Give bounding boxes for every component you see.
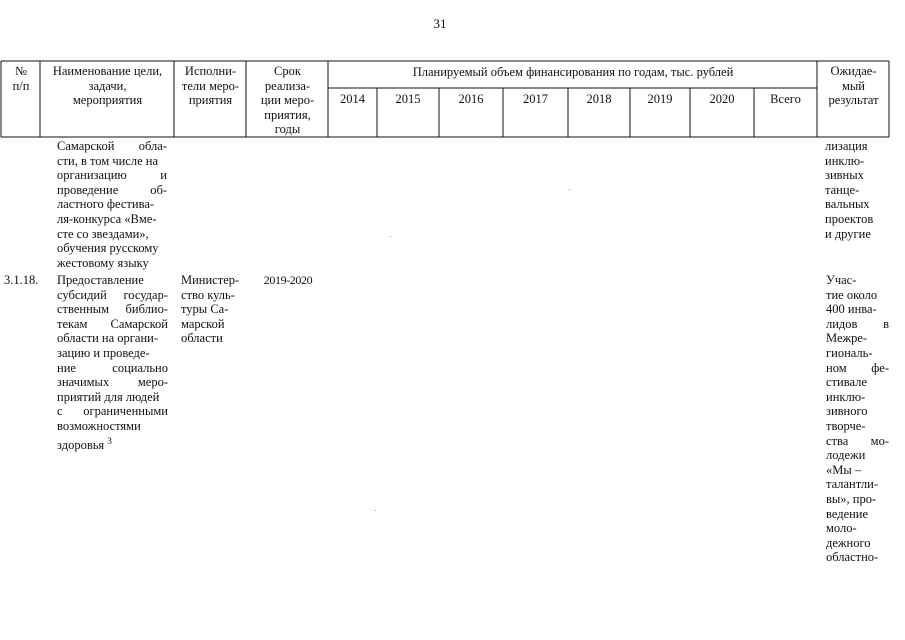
row2-name-line: зацию и проведе- bbox=[57, 345, 150, 360]
year-total: Всего bbox=[770, 92, 801, 106]
row2-result-line: зивного bbox=[826, 404, 868, 419]
row1-result-line: зивных bbox=[825, 168, 864, 183]
year-2018: 2018 bbox=[586, 92, 612, 106]
row2-name-line: с ограниченными bbox=[57, 404, 168, 419]
row2-executor-line: ство куль- bbox=[181, 287, 235, 302]
header-funding: Планируемый объем финансирования по годам, тыс. рублей bbox=[412, 65, 734, 79]
row2-name-line: текам Самарской bbox=[57, 316, 168, 331]
row1-name bbox=[57, 139, 167, 270]
header-result-line: мый bbox=[842, 78, 865, 93]
row1-name-line: жестовому языку bbox=[57, 255, 149, 270]
row1-result-line: инклю- bbox=[825, 153, 865, 168]
row2-result-line: ства мо- bbox=[826, 433, 889, 448]
row2-result-line: 400 инва- bbox=[826, 302, 877, 317]
row1-result-line: лизация bbox=[825, 139, 868, 153]
row2-executor-line: марской bbox=[181, 316, 225, 331]
header-number-line: № bbox=[15, 64, 27, 78]
row1-name-line: сти, в том числе на bbox=[57, 153, 158, 168]
row2-name-line bbox=[57, 434, 168, 453]
row2-name-line: субсидий государ- bbox=[57, 287, 168, 302]
row2-name-line: ственным библио- bbox=[57, 302, 168, 317]
row2-result-line: инклю- bbox=[826, 389, 866, 404]
header-term bbox=[247, 64, 328, 137]
row1-result-line: вальных bbox=[825, 197, 870, 212]
row2-result-line: творче- bbox=[826, 418, 866, 433]
row2-name-line: значимых меро- bbox=[57, 375, 168, 390]
row1-result-line: проектов bbox=[825, 211, 874, 226]
row2-result-line: Учас- bbox=[826, 273, 857, 287]
header-executors-line: приятия bbox=[188, 93, 233, 108]
row2-name-line: области на органи- bbox=[57, 331, 158, 346]
row2-executor bbox=[181, 273, 247, 346]
row1-name-line: сте со звездами», bbox=[57, 226, 149, 241]
year-2020: 2020 bbox=[709, 92, 735, 106]
row2-result-line: моло- bbox=[826, 521, 857, 536]
row1-name-line: Самарской обла- bbox=[57, 139, 167, 153]
row1-name-line: обучения русскому bbox=[57, 241, 159, 256]
header-executors-line: тели меро- bbox=[181, 78, 240, 93]
year-2014: 2014 bbox=[340, 92, 365, 106]
year-2019: 2019 bbox=[647, 92, 673, 106]
scan-speck bbox=[375, 510, 376, 511]
header-term-line: Срок bbox=[274, 64, 301, 78]
header-term-line: приятия, bbox=[264, 107, 311, 122]
row2-result-line: ведение bbox=[826, 506, 869, 521]
row1-name-line: организацию и bbox=[57, 168, 167, 183]
row2-result-line: вы», про- bbox=[826, 491, 877, 506]
header-number bbox=[2, 64, 40, 93]
row2-executor-line: Министер- bbox=[181, 273, 240, 287]
row2-executor-line: туры Са- bbox=[181, 302, 229, 317]
scan-speck bbox=[569, 189, 570, 190]
page-number: 31 bbox=[433, 16, 447, 31]
header-term-line: ции меро- bbox=[260, 93, 315, 108]
row2-result-line: областно- bbox=[826, 550, 879, 565]
header-term-line: годы bbox=[274, 122, 301, 137]
row2-name bbox=[57, 273, 168, 452]
header-name-line: Наименование цели, bbox=[52, 64, 163, 78]
row2-name-line: приятий для людей bbox=[57, 389, 160, 404]
row1-result bbox=[825, 139, 889, 241]
row2-result-line: дежного bbox=[826, 535, 871, 550]
row2-result-line: лидов в bbox=[826, 316, 889, 331]
row2-result bbox=[826, 273, 889, 565]
row1-result-line: и другие bbox=[825, 226, 871, 241]
header-number-line: п/п bbox=[12, 78, 30, 93]
row2-name-line: ние социально bbox=[57, 360, 168, 375]
row2-result-line: тие около bbox=[826, 287, 878, 302]
row2-result-line: талантли- bbox=[826, 477, 878, 492]
header-result bbox=[818, 64, 889, 108]
header-result-line: результат bbox=[828, 93, 879, 108]
header-name-line: задачи, bbox=[88, 78, 127, 93]
row2-result-line: гиональ- bbox=[826, 345, 873, 360]
year-2017: 2017 bbox=[523, 92, 548, 106]
row2-result-line: стивале bbox=[826, 375, 867, 390]
row2-name-line: Предоставление bbox=[57, 273, 144, 287]
row2-executor-line: области bbox=[181, 331, 223, 346]
row2-result-line: ном фе- bbox=[826, 360, 889, 375]
header-term-line: реализа- bbox=[264, 78, 311, 93]
header-executors-line: Исполни- bbox=[184, 64, 237, 78]
year-2016: 2016 bbox=[458, 92, 484, 106]
header-name-line: мероприятия bbox=[72, 93, 143, 108]
header-result-line: Ожидае- bbox=[830, 64, 877, 78]
year-2015: 2015 bbox=[395, 92, 421, 106]
row2-result-line: «Мы – bbox=[826, 462, 862, 477]
row1-result-line: танце- bbox=[825, 182, 860, 197]
header-executors bbox=[175, 64, 246, 108]
row1-name-line: проведение об- bbox=[57, 182, 167, 197]
row2-name-line: возможностями bbox=[57, 418, 141, 433]
row2-number: 3.1.18. bbox=[4, 273, 39, 287]
row2-term: 2019-2020 bbox=[263, 273, 313, 287]
row2-result-line: лодежи bbox=[826, 448, 866, 463]
row1-name-line: ластного фестива- bbox=[57, 197, 155, 212]
header-name bbox=[41, 64, 174, 108]
scan-speck bbox=[390, 236, 391, 237]
row2-name-last: здоровья bbox=[57, 437, 105, 452]
footnote-mark: 3 bbox=[107, 435, 112, 446]
row1-name-line: ля-конкурса «Вме- bbox=[57, 211, 157, 226]
row2-result-line: Межре- bbox=[826, 331, 868, 346]
